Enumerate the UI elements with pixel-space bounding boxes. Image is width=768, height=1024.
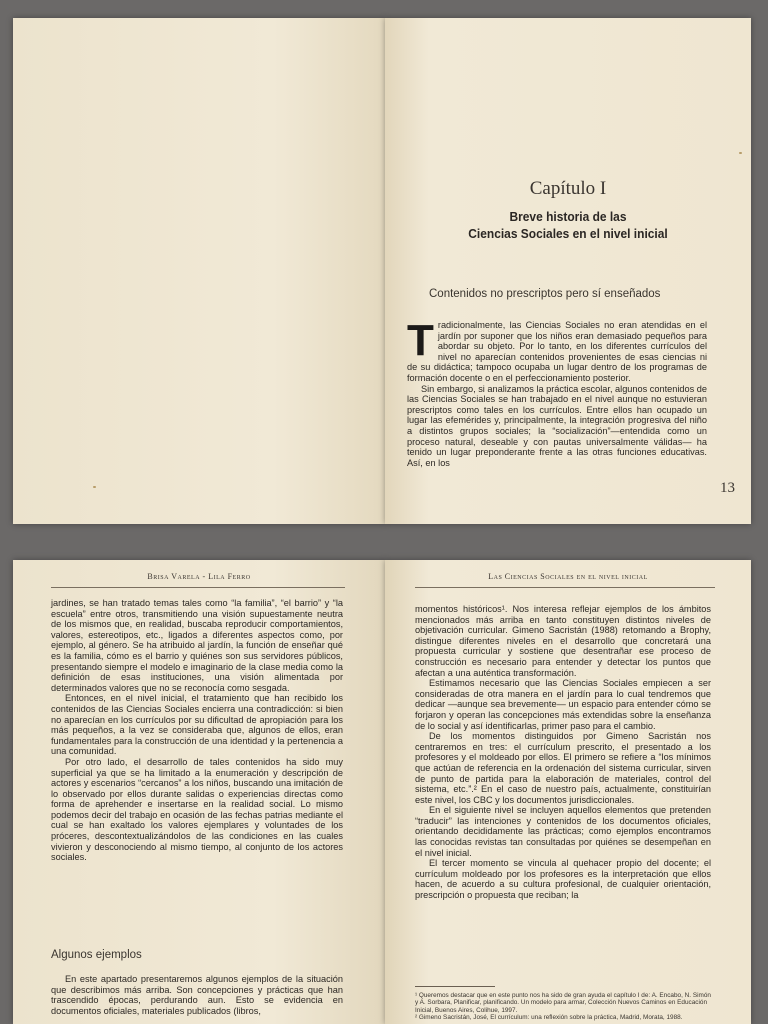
paper-speck bbox=[93, 486, 96, 488]
paragraph-1-text: radicionalmente, las Ciencias Sociales no eran atendidas en el jardín por suponer que los niños eran demasiado pequeños para abordar su objeto. Por lo tanto, en los diferentes currículos del nivel no aparecían contenidos provenientes de esas ciencias ni de su didáctica; tampoco ocupaba un lugar dentro de los programas de formación docente o en el perfeccionamiento posterior. bbox=[407, 320, 707, 383]
paragraph-5: El tercer momento se vincula al quehacer propio del docente; el currículum moldeado por los profesores es la interpretación que ellos hacen, de acuerdo a su cultura profesional, de cualquier orientación, prescripción o propuesta que reciban; la bbox=[415, 858, 711, 901]
chapter-label: Capítulo I bbox=[529, 178, 607, 199]
paragraph-2: Entonces, en el nivel inicial, el tratamiento que han recibido los contenidos de las Ciencias Sociales encierra una contradicción: si bien no aparecían en los currículos por su dificultad de apropiación para los más pequeños, a la vez se consideraba que, algunos de ellos, eran fundamentales para la construcción de una identidad y la pertenencia a una comunidad. bbox=[51, 693, 343, 757]
paragraph-2: Estimamos necesario que las Ciencias Sociales empiecen a ser consideradas de otra manera en el jardín para lo cual tendremos que dedicar —aunque sea brevemente— un espacio para entender cómo se forjaron y operan las concepciones más extendidas sobre la enseñanza de lo social y así identificarlas, primer paso para el cambio. bbox=[415, 678, 711, 731]
left-body-text-2 bbox=[51, 974, 343, 1016]
running-head-rule bbox=[51, 587, 345, 588]
running-head-authors: Brisa Varela - Lila Ferro bbox=[147, 572, 251, 581]
subheading: Algunos ejemplos bbox=[51, 949, 142, 961]
chapter-title bbox=[400, 208, 737, 242]
drop-cap: T bbox=[407, 316, 434, 365]
running-head-title: Las Ciencias Sociales en el nivel inicial bbox=[488, 572, 648, 581]
chapter-title-line-1: Breve historia de las bbox=[509, 209, 627, 224]
paragraph-4: En este apartado presentaremos algunos ejemplos de la situación que describimos más arriba. Son concepciones y prácticas que han trascendido épocas, perdurando aun. Esto se evidencia en documentos oficiales, materiales publicados (libros, bbox=[51, 974, 343, 1016]
paragraph-3: De los momentos distinguidos por Gimeno Sacristán nos centraremos en tres: el currículum prescrito, el presentado a los profesores y el moldeado por ellos. El primero se refiere a “los mínimos que actúan de referencia en la ordenación del sistema curricular, sirven de punto de partida para la elaboración de materiales, control del sistema, etc.”.² En el caso de nuestro país, actualmente, constituirían este nivel, los CBC y los documentos jurisdiccionales. bbox=[415, 731, 711, 805]
page-chapter-opener bbox=[385, 18, 751, 524]
page-right-text bbox=[385, 560, 751, 1024]
paragraph-1 bbox=[407, 316, 707, 384]
paragraph-1: momentos históricos¹. Nos interesa reflejar ejemplos de los ámbitos mencionados más arriba en tanto constituyen distintos niveles de objetivación curricular. Gimeno Sacristán (1988) retomando a Brophy, distingue diferentes niveles en el desarrollo que concretará una propuesta curricular y sostiene que desentrañar ese proceso de construcción es necesario para entender y detectar los puntos que afectan a una auténtica transformación. bbox=[415, 604, 711, 678]
paragraph-2: Sin embargo, si analizamos la práctica escolar, algunos contenidos de las Ciencias Sociales se han trabajado en el nivel aunque no estuvieran prescriptos como tales en los currículos. Entre ellos han ocupado un lugar las efemérides y, principalmente, la integración progresiva del niño a distintos grupos sociales; la “socialización”—entendida como un proceso natural, deseable y con pautas universalmente válidas— ha tenido un lugar preponderante frente a las otras funciones educativas. Así, en los bbox=[407, 383, 707, 468]
right-body-text bbox=[415, 604, 711, 901]
section-heading: Contenidos no prescriptos pero sí enseñados bbox=[429, 288, 661, 300]
running-head-rule bbox=[415, 587, 715, 588]
paragraph-4: En el siguiente nivel se incluyen aquellos elementos que pretenden “traducir” las intenciones y contenidos de los documentos oficiales, orientando decididamente las prácticas; como ejemplos encontramos las conocidas revistas tan consultadas por quiénes se desempeñan en el nivel inicial. bbox=[415, 805, 711, 858]
footnote-2: ² Gimeno Sacristán, José, El currículum: una reflexión sobre la práctica, Madrid, Morata, 1988. bbox=[415, 1014, 683, 1022]
left-body-text bbox=[51, 598, 343, 863]
page-number: 13 bbox=[720, 480, 735, 496]
page-left-text bbox=[13, 560, 385, 1024]
chapter-body-text bbox=[407, 316, 707, 468]
page-blank-left bbox=[13, 18, 385, 524]
footnotes bbox=[415, 992, 715, 1022]
footnote-1: ¹ Queremos destacar que en este punto nos ha sido de gran ayuda el capítulo I de: A. Encabo, N. Simón y A. Sorbara, Planificar, planificando. Un modelo para armar, Colección Nuevos Caminos en Educación Inicial, Buenos Aires, Colihue, 1997. bbox=[415, 992, 711, 1014]
chapter-title-line-2: Ciencias Sociales en el nivel inicial bbox=[468, 226, 668, 241]
paragraph-1: jardines, se han tratado temas tales como “la familia”, “el barrio” y “la escuela” entre otros, transmitiendo una visión supuestamente neutra de los mismos que, en realidad, buscaba reproducir comportamientos, valores, estereotipos, etc., ligados a diferentes aspectos como, por ejemplo, al género. Se ha atribuido al jardín, la función de enseñar qué es la familia, cómo es el barrio y quiénes son sus servidores públicos, presentando siempre el modelo e imaginario de la clase media como la definición de esas instituciones, una visión alimentada por determinados valores que no se reconocía como sesgada. bbox=[51, 598, 343, 693]
paragraph-3: Por otro lado, el desarrollo de tales contenidos ha sido muy superficial ya que se ha limitado a la enumeración y descripción de actores y escenarios “cercanos” a los niños, buscando una imitación de lo observado por ellos durante salidas o experiencias directas como forma de aprehender e insertarse en la realidad social. Lo mismo podemos decir del trabajo en ocasión de las fechas patrias mediante el cual se han exaltado los valores ejemplares y voluntades de los próceres, descontextualizándolos de las condiciones en las cuales vivieron y desconociendo al mismo tiempo, al conjunto de los actores sociales. bbox=[51, 756, 343, 863]
paper-speck bbox=[739, 152, 742, 154]
footnote-rule bbox=[415, 986, 495, 987]
